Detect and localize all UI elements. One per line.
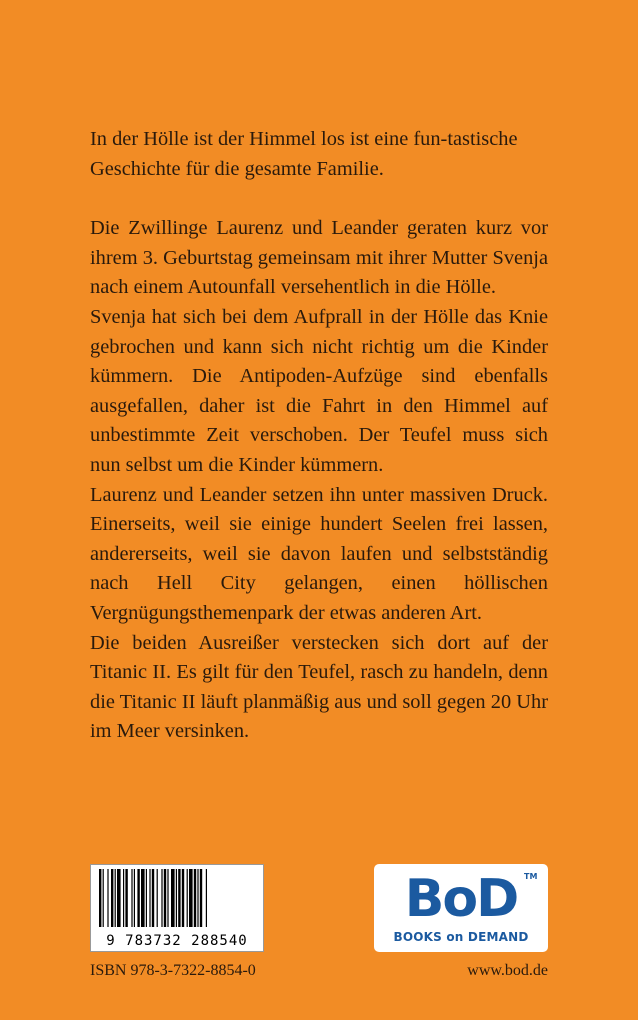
paragraph-2: Svenja hat sich bei dem Aufprall in der Hölle das Knie gebrochen und kann sich nicht richtig um die Kinder kümmern. Die Antipoden-Aufzüge sind ebenfalls ausgefallen, daher ist die Fahrt in den Himmel auf unbestimmte Zeit verschoben. Der Teufel muss sich nun selbst um die Kinder kümmern. (90, 305, 548, 476)
trademark-sign: TM (524, 872, 538, 881)
publisher-logo (374, 864, 548, 952)
publisher-name: BOOKS on DEMAND (393, 930, 529, 944)
paragraph-4: Die beiden Ausreißer verstecken sich dort auf der Titanic II. Es gilt für den Teufel, rasch zu handeln, denn die Titanic II läuft planmäßig aus und soll gegen 20 Uhr im Meer versinken. (90, 631, 548, 743)
paragraph-1: Die Zwillinge Laurenz und Leander geraten kurz vor ihrem 3. Geburtstag gemeinsam mit ihrer Mutter Svenja nach einem Autounfall versehentlich in die Hölle. (90, 217, 548, 299)
blurb-text (90, 125, 548, 747)
paragraph-3: Laurenz und Leander setzen ihn unter massiven Druck. Einerseits, weil sie einige hundert Seelen frei lassen, andererseits, weil sie davon laufen und selbstständig nach Hell City gelangen, einen höllischen Vergnügungsthemenpark der etwas anderen Art. (90, 483, 548, 624)
barcode-bars (95, 869, 259, 929)
isbn-text: ISBN 978-3-7322-8854-0 (90, 962, 256, 979)
isbn-barcode (90, 864, 264, 952)
bod-logo-mark: BoD (404, 869, 518, 929)
intro-paragraph: In der Hölle ist der Himmel los ist eine fun-tastische Geschichte für die gesamte Familie. (90, 128, 518, 180)
website-link[interactable]: www.bod.de (467, 962, 548, 979)
barcode-number: 9 783732 288540 (106, 933, 248, 949)
